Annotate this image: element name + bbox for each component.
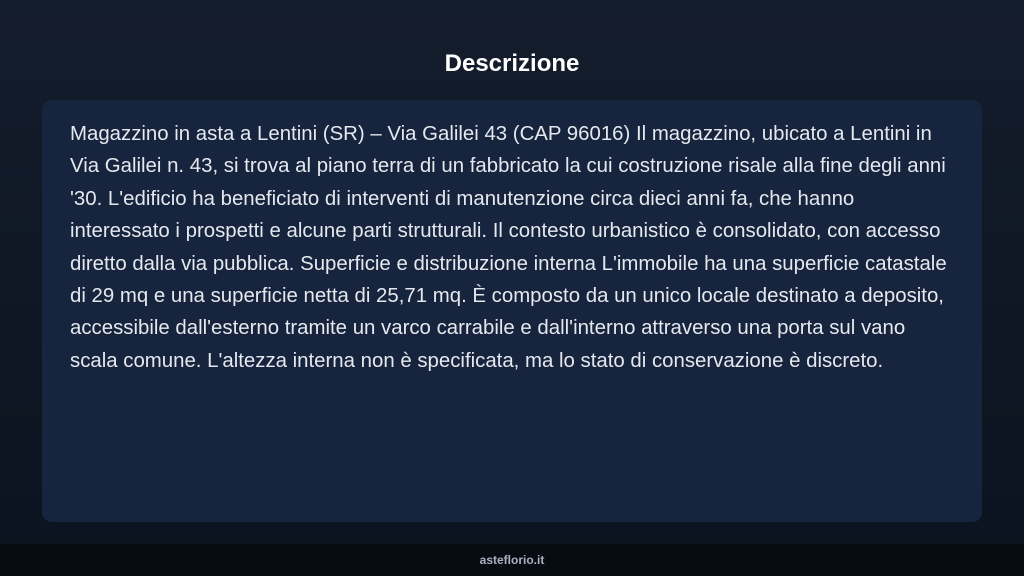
footer — [0, 544, 1024, 576]
page-title: Descrizione — [444, 50, 580, 77]
description-text: Magazzino in asta a Lentini (SR) – Via Galilei 43 (CAP 96016) Il magazzino, ubicato a Lentini in Via Galilei n. 43, si trova al piano terra di un fabbricato la cui costruzione risale alla fine degli anni '30. L'edificio ha beneficiato di interventi di manutenzione circa dieci anni fa, che hanno interessato i prospetti e alcune parti strutturali. Il contesto urbanistico è consolidato, con accesso diretto dalla via pubblica. Superficie e distribuzione interna L'immobile ha una superficie catastale di 29 mq e una superficie netta di 25,71 mq. È composto da un unico locale destinato a deposito, accessibile dall'esterno tramite un varco carrabile e dall'interno attraverso una porta sul vano scala comune. L'altezza interna non è specificata, ma lo stato di conservazione è discreto. — [70, 123, 947, 372]
footer-site-label: asteflorio.it — [479, 553, 545, 567]
description-card — [42, 100, 982, 522]
